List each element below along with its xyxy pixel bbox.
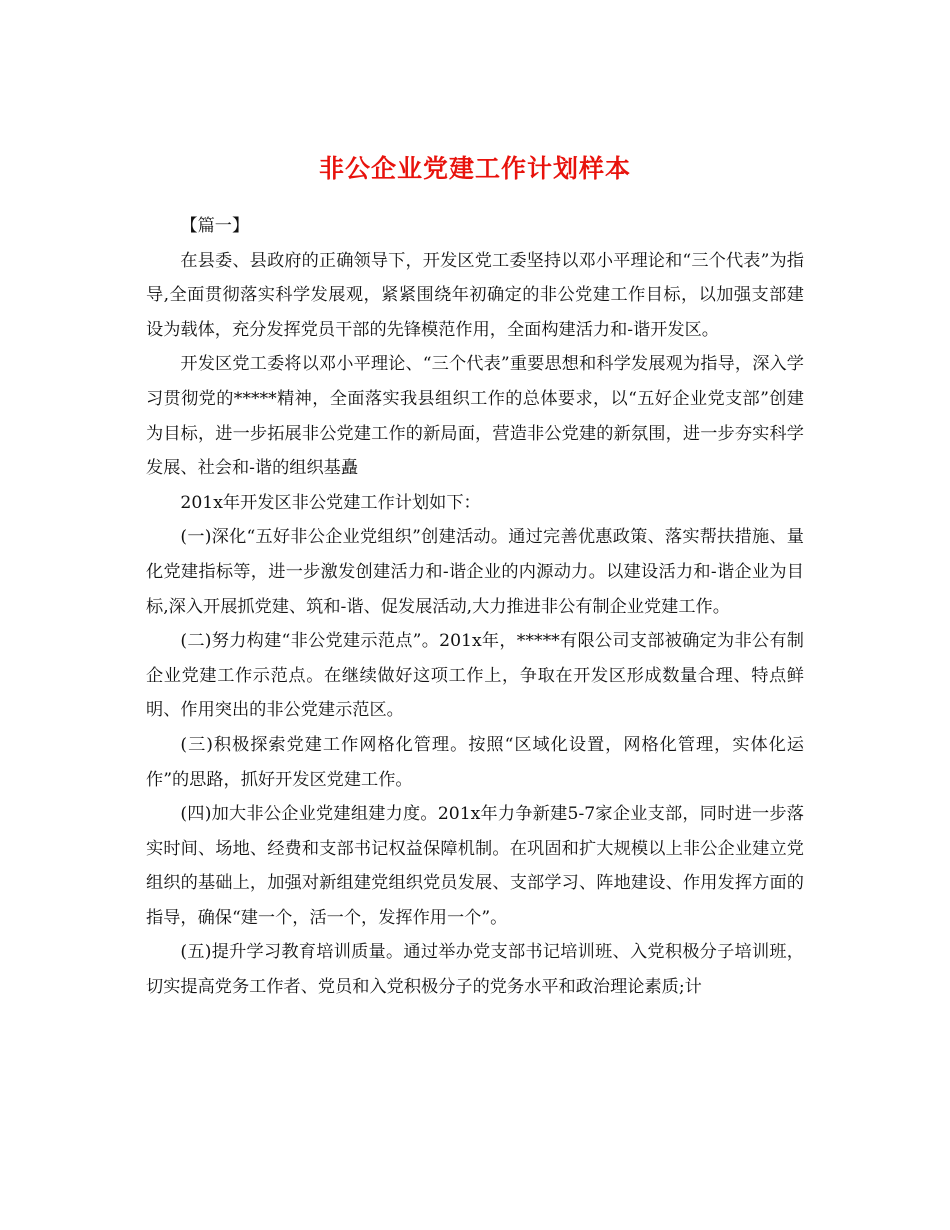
paragraph: (一)深化“五好非公企业党组织”创建活动。通过完善优惠政策、落实帮扶措施、量化党建指标等，进一步激发创建活力和-谐企业的内源动力。以建设活力和-谐企业为目标,深入开展抓党建、筑和-谐、促发展活动,大力推进非公有制企业党建工作。 — [146, 527, 804, 617]
paragraph: (二)努力构建“非公党建示范点”。201x年，*****有限公司支部被确定为非公有制企业党建工作示范点。在继续做好这项工作上，争取在开发区形成数量合理、特点鲜明、作用突出的非公党建示范区。 — [146, 631, 804, 721]
paragraph: (四)加大非公企业党建组建力度。201x年力争新建5-7家企业支部，同时进一步落实时间、场地、经费和支部书记权益保障机制。在巩固和扩大规模以上非公企业建立党组织的基础上，加强对新组建党组织党员发展、支部学习、阵地建设、作用发挥方面的指导，确保“建一个，活一个，发挥作用一个”。 — [146, 804, 804, 928]
paragraph: 开发区党工委将以邓小平理论、“三个代表”重要思想和科学发展观为指导，深入学习贯彻党的*****精神，全面落实我县组织工作的总体要求，以“五好企业党支部”创建为目标，进一步拓展非公党建工作的新局面，营造非公党建的新氛围，进一步夯实科学发展、社会和-谐的组织基矗 — [146, 354, 804, 479]
paragraph: (三)积极探索党建工作网格化管理。按照“区域化设置，网格化管理，实体化运作”的思路，抓好开发区党建工作。 — [146, 734, 804, 790]
document-body — [146, 209, 804, 1005]
paragraph: 201x年开发区非公党建工作计划如下： — [180, 492, 481, 513]
section-heading: 【篇一】 — [180, 216, 250, 236]
paragraph: (五)提升学习教育培训质量。通过举办党支部书记培训班、入党积极分子培训班，切实提高党务工作者、党员和入党积极分子的党务水平和政治理论素质;计 — [146, 942, 804, 998]
paragraph: 在县委、县政府的正确领导下，开发区党工委坚持以邓小平理论和“三个代表”为指导,全面贯彻落实科学发展观，紧紧围绕年初确定的非公党建工作目标，以加强支部建设为载体，充分发挥党员干部的先锋模范作用，全面构建活力和-谐开发区。 — [146, 250, 804, 340]
document-title: 非公企业党建工作计划样本 — [318, 153, 631, 183]
